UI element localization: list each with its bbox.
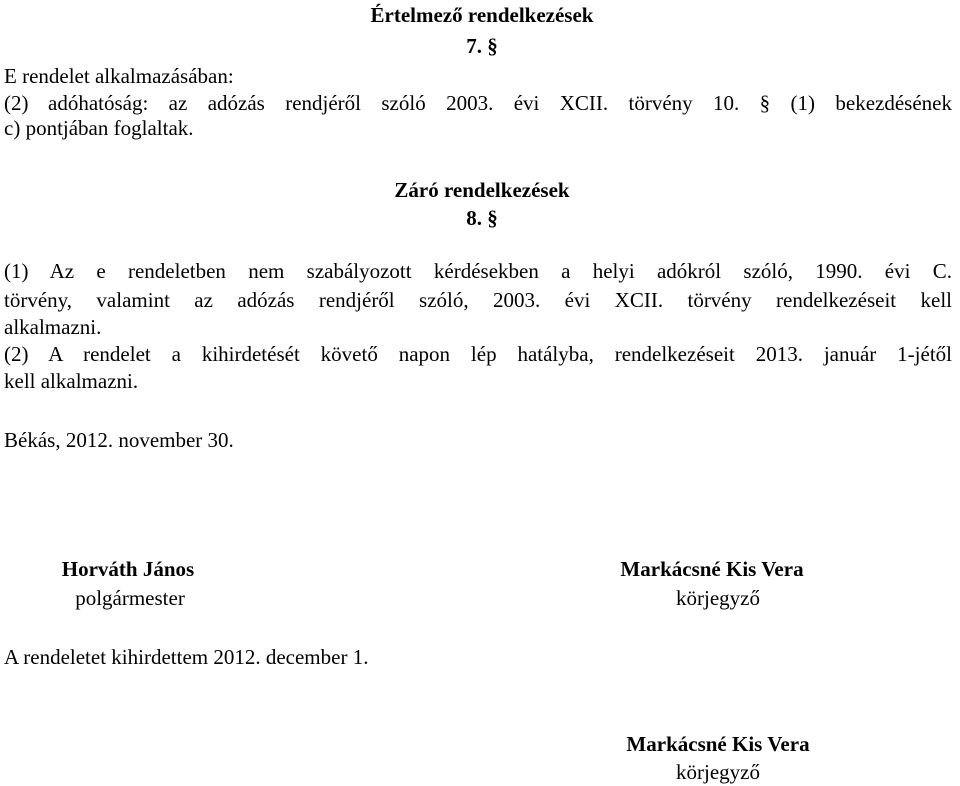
section-8-heading: Záró rendelkezések	[394, 178, 570, 202]
final-notary-name: Markácsné Kis Vera	[626, 732, 810, 756]
section-7-number: 7. §	[466, 34, 498, 58]
notary-title: körjegyző	[676, 586, 760, 610]
paragraph-1-line: törvény, valamint az adózás rendjéről szóló, 2003. évi XCII. törvény rendelkezéseit kell	[4, 288, 952, 312]
paragraph-2-line: kell alkalmazni.	[4, 369, 139, 393]
final-notary-title: körjegyző	[676, 760, 760, 784]
mayor-name: Horváth János	[61, 557, 195, 581]
mayor-title: polgármester	[75, 586, 185, 610]
notary-name: Markácsné Kis Vera	[620, 557, 804, 581]
section-7-heading: Értelmező rendelkezések	[370, 3, 594, 27]
section-8-number: 8. §	[466, 206, 498, 230]
place-date: Békás, 2012. november 30.	[4, 428, 234, 452]
section-7-item-cont: c) pontjában foglaltak.	[4, 116, 194, 140]
item-text: adóhatóság: az adózás rendjéről szóló 2003. évi XCII. törvény 10. § (1) bekezdésének	[48, 91, 952, 115]
paragraph-1-line: (1) Az e rendeletben nem szabályozott kérdésekben a helyi adókról szóló, 1990. évi C.	[4, 259, 952, 283]
item-number: (2)	[4, 91, 29, 115]
section-7-item	[4, 90, 952, 117]
paragraph-2-line: (2) A rendelet a kihirdetését követő napon lép hatályba, rendelkezéseit 2013. január 1-jétől	[4, 342, 952, 366]
section-7-intro: E rendelet alkalmazásában:	[4, 64, 234, 88]
promulgation: A rendeletet kihirdettem 2012. december 1.	[4, 645, 369, 669]
paragraph-1-line: alkalmazni.	[4, 315, 102, 339]
